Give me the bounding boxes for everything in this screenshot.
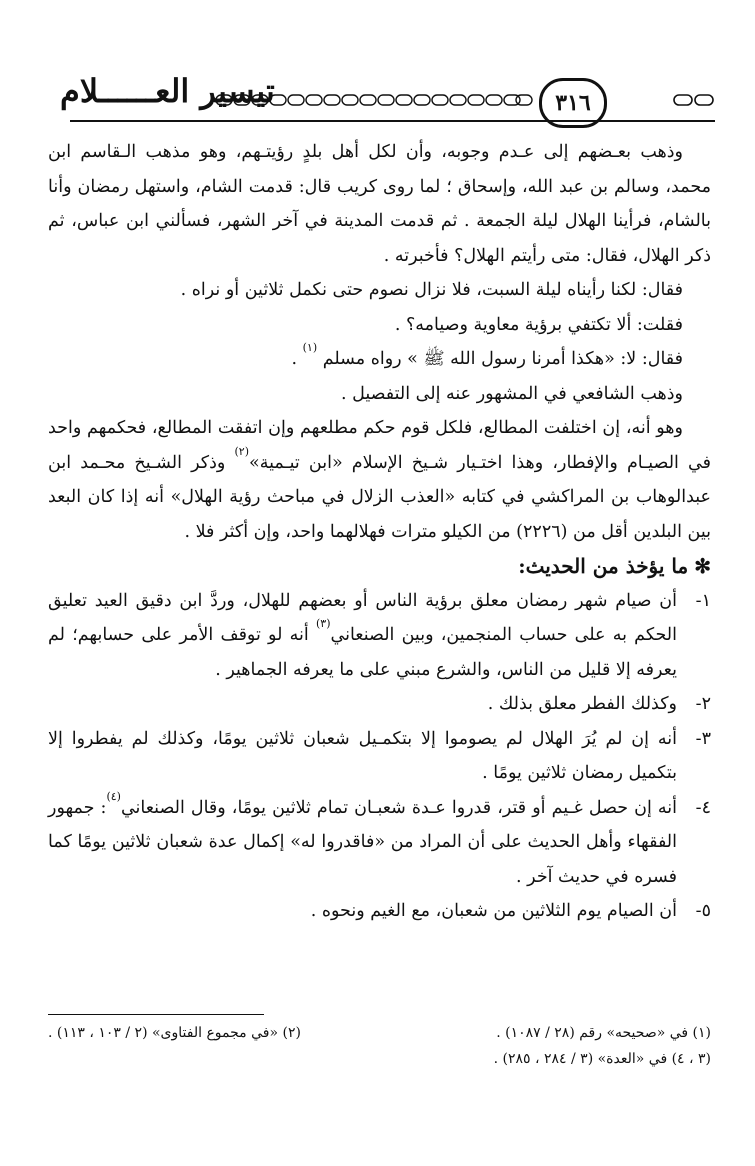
list-number: ٢- — [695, 694, 711, 714]
paragraph: وذهب الشافعي في المشهور عنه إلى التفصيل . — [340, 383, 683, 404]
paragraph: فقال: لكنا رأيناه ليلة السبت، فلا نزال نصوم حتى نكمل ثلاثين أو نراه . — [180, 280, 683, 300]
header-divider — [70, 120, 715, 122]
paragraph-text: . — [291, 349, 303, 369]
footnote: (٢) «في مجموع الفتاوى» (٢ / ١٠٣ ، ١١٣) . — [48, 1025, 301, 1041]
list-number: ٥- — [695, 901, 711, 921]
list-number: ٤- — [695, 797, 711, 818]
asterisk-icon: ✻ — [694, 554, 711, 578]
header-ornament-icon — [673, 92, 715, 108]
section-heading-text: ما يؤخذ من الحديث: — [518, 554, 689, 578]
list-number: ٣- — [695, 728, 711, 749]
list-number: ١- — [695, 590, 711, 611]
page-number: ٣١٦ — [539, 78, 607, 128]
section-heading — [48, 549, 711, 584]
paragraph-text: وذكر الشـيخ محـمد ابن عبدالوهاب بن المراكشي في كتابه «العذب الزلال في مباحث رؤية الهلال» أنه إذا كان البعد بين البلدين أقل من (٢٢٢٦) من الكيلو مترات فهلالهما واحد، وإن أكثر فلا . — [48, 452, 711, 542]
book-title: تيسير العــــــلام — [60, 72, 275, 110]
paragraph — [48, 411, 711, 549]
footnote-ref: (٢) — [234, 444, 249, 458]
footnote-divider — [48, 1014, 264, 1015]
list-text: : جمهور الفقهاء وأهل الحديث على أن المراد من «فاقدروا له» إكمال عدة شعبان ثلاثين يومًا كما فسره في حديث آخر . — [48, 797, 677, 887]
list-text: أن صيام شهر رمضان معلق برؤية الناس أو بعضهم للهلال، وردَّ ابن دقيق العيد تعليق الحكم به على حساب المنجمين، وبين الصنعاني — [48, 590, 677, 645]
paragraph-text: فقال: لا: «هكذا أمرنا رسول الله ﷺ » رواه مسلم — [322, 349, 683, 369]
list-text: أن الصيام يوم الثلاثين من شعبان، مع الغيم ونحوه . — [310, 901, 677, 921]
list-item — [48, 722, 711, 791]
paragraph: فقلت: ألا تكتفي برؤية معاوية وصيامه؟ . — [394, 314, 683, 335]
list-text: أنه إن حصل غـيم أو قتر، قدروا عـدة شعبـان تمام ثلاثين يومًا، وقال الصنعاني — [120, 797, 677, 818]
list-item — [48, 584, 711, 688]
paragraph — [48, 342, 711, 377]
footnote: (١) في «صحيحه» رقم (٢٨ / ١٠٨٧) . — [496, 1025, 711, 1041]
footnote-ref: (٤) — [106, 789, 121, 803]
footnote-row — [48, 1046, 711, 1072]
numbered-list — [48, 584, 711, 929]
list-item — [48, 894, 711, 929]
list-item — [48, 791, 711, 895]
paragraph: وذهب بعـضهم إلى عـدم وجوبه، وأن لكل أهل بلدٍ رؤيتـهم، وهو مذهب الـقاسم ابن محمد، وسالم بن عبد الله، وإسحاق ؛ لما روى كريب قال: قدمت الشام، واستهل رمضان وأنا بالشام، فرأينا الهلال ليلة الجمعة . ثم قدمت المدينة في آخر الشهر، فسألني ابن عباس، ثم ذكر الهلال، فقال: متى رأيتم الهلال؟ فأخبرته . — [48, 142, 711, 266]
footnote-ref: (٣) — [315, 617, 331, 630]
main-text — [48, 135, 711, 929]
list-text: أنه إن لم يُرَ الهلال لم يصوموا إلا بتكمـيل شعبان ثلاثين يومًا، وكذلك لم يفطروا إلا بتكميل رمضان ثلاثين يومًا . — [48, 728, 677, 783]
list-text: أنه لو توقف الأمر على حسابهم؛ لم يعرفه إلا قليل من الناس، والشرع مبني على ما يعرفه الجماهير . — [48, 625, 677, 680]
list-text: وكذلك الفطر معلق بذلك . — [487, 694, 677, 714]
footnotes — [48, 1020, 711, 1072]
footnote-row — [48, 1020, 711, 1046]
list-item — [48, 687, 711, 722]
footnote-ref: (١) — [302, 341, 318, 354]
paragraph-text: وهو أنه، إن اختلفت المطالع، فلكل قوم حكم مطلعهم وإن اتفقت المطالع، فحكمهم واحد في الصيـام والإفطار، وهذا اختـيار شـيخ الإسلام «ابن تيـمية» — [48, 418, 711, 473]
footnote: (٣ ، ٤) في «العدة» (٣ / ٢٨٤ ، ٢٨٥) . — [493, 1051, 711, 1067]
